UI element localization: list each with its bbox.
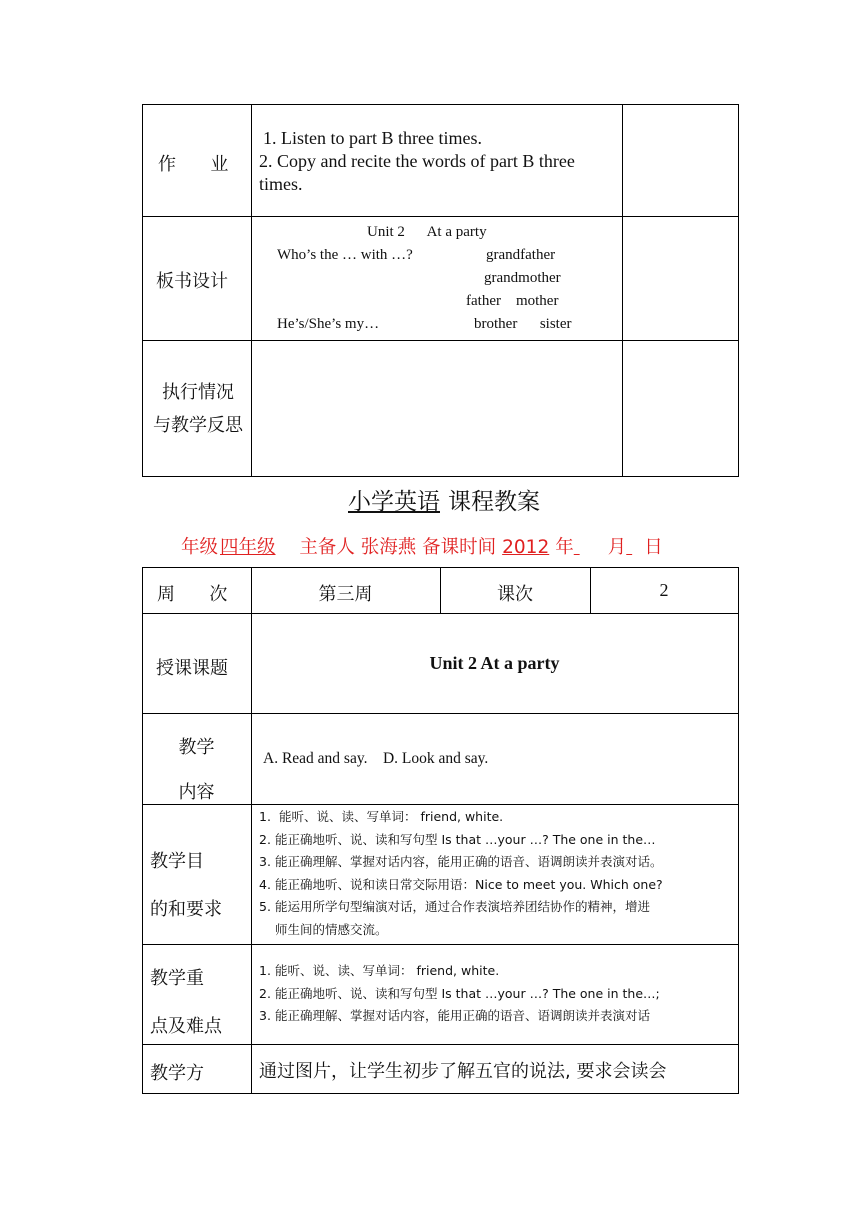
board-line4-left: He’s/She’s my… (277, 316, 380, 332)
week-label: 周 次 (157, 584, 228, 605)
homework-content (259, 127, 621, 196)
goal-item: 1. 能听、说、读、写单词： friend, white. (259, 809, 504, 824)
content-label (142, 725, 251, 815)
board-title: Unit 2 At a party (367, 224, 487, 240)
preparer-name: 张海燕 (360, 537, 417, 558)
day-blank (626, 537, 644, 558)
key-point-item: 1. 能听、说、读、写单词： friend, white. (259, 963, 500, 978)
week-value: 第三周 (318, 584, 373, 605)
goals-label (150, 838, 222, 934)
goals-label-line-1: 教学目 (150, 851, 204, 872)
goal-item: 3. 能正确理解、掌握对话内容，能用正确的语音、语调朗读并表演对话。 (259, 854, 663, 869)
key-points-label-line-2: 点及难点 (150, 1016, 222, 1037)
goals-list (259, 806, 663, 941)
board-line1-left: Who’s the … with …? (277, 247, 413, 263)
key-point-item: 2. 能正确地听、说、读和写句型 Is that …your …? The one in the…; (259, 985, 660, 1001)
key-point-item: 3. 能正确理解、掌握对话内容，能用正确的语音、语调朗读并表演对话 (259, 1008, 651, 1023)
month-blank (574, 537, 608, 558)
reflection-label-line-1: 执行情况 (162, 382, 234, 403)
key-points-list (259, 960, 660, 1028)
topic-label: 授课课题 (156, 658, 228, 679)
content-label-line-2: 内容 (178, 782, 215, 803)
reflection-label (150, 376, 246, 442)
goals-label-line-2: 的和要求 (150, 899, 222, 920)
page-title (0, 483, 860, 516)
homework-line-1: 1. Listen to part B three times. (263, 128, 482, 148)
grade-label: 年级 (181, 537, 219, 558)
method-value: 通过图片，让学生初步了解五官的说法, 要求会读会 (259, 1061, 667, 1082)
subject-name: 小学英语 (348, 489, 440, 515)
board-line4-right: brother sister (474, 316, 572, 332)
content-label-line-1: 教学 (178, 737, 215, 758)
key-points-label-line-1: 教学重 (150, 968, 204, 989)
lesson-label: 课次 (497, 584, 533, 605)
preparer-label: 主备人 (299, 537, 355, 558)
goal-item: 5. 能运用所学句型编演对话，通过合作表演培养团结协作的精神，增进 (259, 899, 651, 914)
content-value: A. Read and say. D. Look and say. (263, 750, 489, 767)
homework-line-2: 2. Copy and recite the words of part B three (259, 151, 575, 171)
reflection-label-line-2: 与教学反思 (153, 415, 243, 436)
title-text: 课程教案 (448, 489, 540, 515)
topic-value: Unit 2 At a party (429, 653, 560, 673)
day-char: 日 (644, 537, 663, 558)
grade-value: 四年级 (220, 537, 276, 558)
homework-label: 作 业 (158, 154, 229, 175)
method-label: 教学方 (150, 1063, 204, 1084)
board-label: 板书设计 (156, 271, 228, 292)
prep-year: 2012 (502, 537, 550, 558)
prep-time-label: 备课时间 (422, 537, 497, 558)
lesson-value: 2 (659, 580, 669, 600)
board-line1-right: grandfather (486, 247, 556, 263)
homework-line-3: times. (259, 174, 303, 194)
board-line2-right: grandmother (484, 270, 561, 286)
board-line3-right: father mother (466, 293, 559, 309)
month-char: 月 (607, 537, 627, 558)
key-points-label (150, 955, 222, 1051)
goal-item: 师生间的情感交流。 (275, 921, 388, 937)
goal-item: 4. 能正确地听、说和读日常交际用语：Nice to meet you. Which one? (259, 876, 663, 892)
year-char: 年 (555, 537, 574, 558)
info-line (181, 533, 663, 559)
goal-item: 2. 能正确地听、说、读和写句型 Is that …your …? The one in the… (259, 831, 656, 847)
